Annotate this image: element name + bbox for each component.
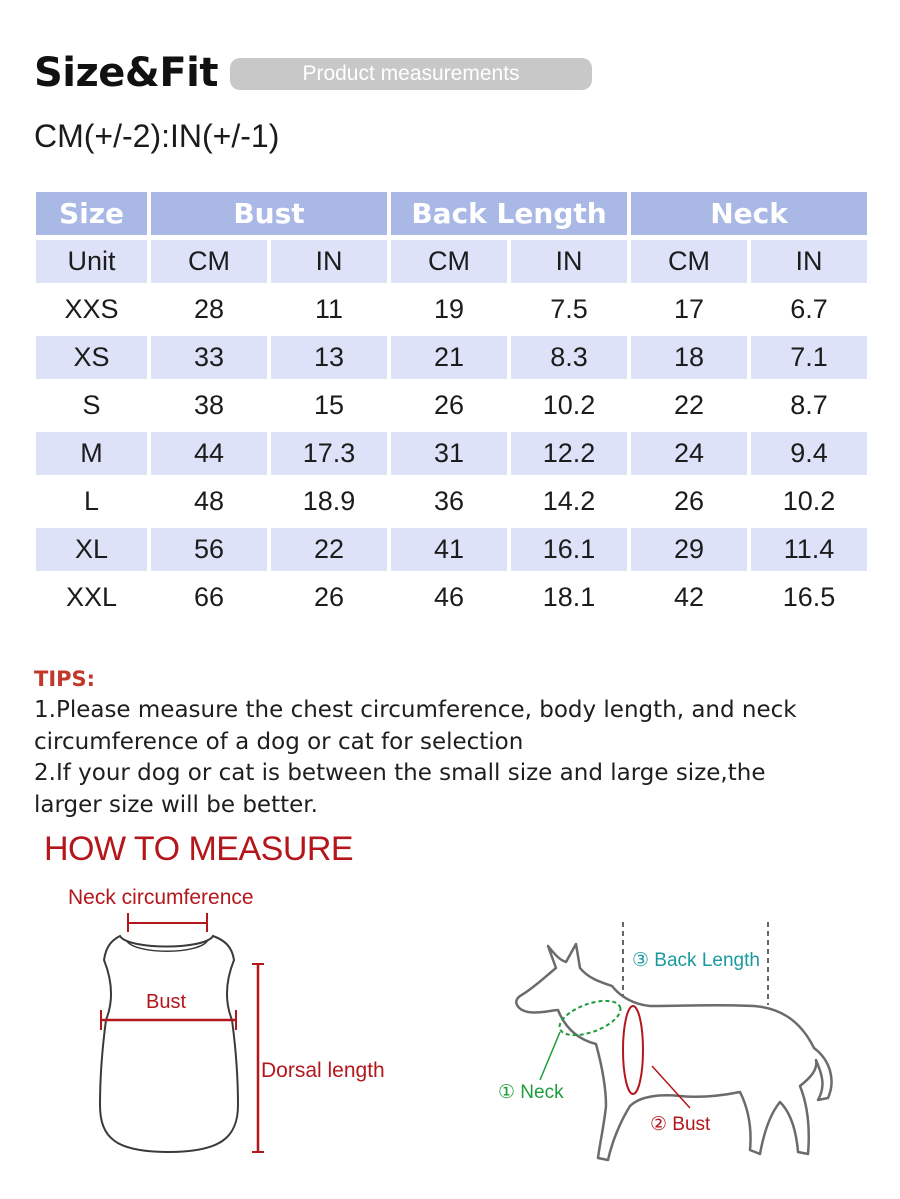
table-cell: 7.5 (511, 288, 627, 331)
table-row (36, 576, 867, 619)
table-cell: 22 (271, 528, 387, 571)
table-cell: 6.7 (751, 288, 867, 331)
table-cell: XS (36, 336, 147, 379)
unit-cell: IN (751, 240, 867, 283)
header-size: Size (36, 192, 147, 235)
table-cell: 18 (631, 336, 747, 379)
table-row (36, 336, 867, 379)
table-cell: 9.4 (751, 432, 867, 475)
table-cell: M (36, 432, 147, 475)
table-cell: 21 (391, 336, 507, 379)
table-cell: 24 (631, 432, 747, 475)
table-cell: XXS (36, 288, 147, 331)
unit-cell: CM (631, 240, 747, 283)
table-cell: 26 (271, 576, 387, 619)
table-cell: 15 (271, 384, 387, 427)
unit-cell: CM (151, 240, 267, 283)
table-cell: 14.2 (511, 480, 627, 523)
table-cell: 33 (151, 336, 267, 379)
dog-bust-label: ② Bust (650, 1114, 711, 1135)
table-cell: 12.2 (511, 432, 627, 475)
table-cell: 42 (631, 576, 747, 619)
page-title: Size&Fit (34, 50, 218, 96)
table-cell: 29 (631, 528, 747, 571)
tips-heading: TIPS: (34, 667, 96, 691)
table-cell: 16.1 (511, 528, 627, 571)
table-cell: 44 (151, 432, 267, 475)
table-row (36, 384, 867, 427)
dog-back-length-label: ③ Back Length (632, 950, 760, 971)
unit-cell: CM (391, 240, 507, 283)
tips-line: circumference of a dog or cat for selection (34, 729, 524, 755)
table-cell: XL (36, 528, 147, 571)
table-cell: 48 (151, 480, 267, 523)
dog-diagram (498, 922, 832, 1160)
table-cell: XXL (36, 576, 147, 619)
table-cell: 13 (271, 336, 387, 379)
tips-line: larger size will be better. (34, 792, 318, 818)
unit-row (36, 240, 867, 283)
table-cell: 22 (631, 384, 747, 427)
table-cell: 38 (151, 384, 267, 427)
table-row (36, 288, 867, 331)
product-measurements-badge: Product measurements (230, 58, 592, 90)
header-back-length: Back Length (391, 192, 627, 235)
table-cell: 19 (391, 288, 507, 331)
table-cell: S (36, 384, 147, 427)
tips-line: 1.Please measure the chest circumference, body length, and neck (34, 697, 797, 723)
shirt-neck-label: Neck circumference (68, 886, 254, 909)
table-cell: 46 (391, 576, 507, 619)
table-cell: 17.3 (271, 432, 387, 475)
dog-neck-label: ① Neck (498, 1082, 564, 1103)
table-cell: 10.2 (511, 384, 627, 427)
shirt-bust-label: Bust (146, 991, 187, 1013)
table-cell: 16.5 (751, 576, 867, 619)
table-row (36, 480, 867, 523)
table-cell: 31 (391, 432, 507, 475)
table-cell: 18.1 (511, 576, 627, 619)
table-cell: 36 (391, 480, 507, 523)
unit-cell: Unit (36, 240, 147, 283)
header-bust: Bust (151, 192, 387, 235)
table-cell: 66 (151, 576, 267, 619)
shirt-dorsal-label: Dorsal length (261, 1059, 385, 1082)
table-cell: 8.3 (511, 336, 627, 379)
table-cell: 26 (631, 480, 747, 523)
table-cell: 7.1 (751, 336, 867, 379)
size-table (32, 187, 871, 624)
table-cell: 41 (391, 528, 507, 571)
unit-cell: IN (511, 240, 627, 283)
table-cell: 11 (271, 288, 387, 331)
table-cell: L (36, 480, 147, 523)
table-cell: 17 (631, 288, 747, 331)
table-cell: 56 (151, 528, 267, 571)
table-row (36, 432, 867, 475)
table-cell: 18.9 (271, 480, 387, 523)
table-cell: 10.2 (751, 480, 867, 523)
table-cell: 8.7 (751, 384, 867, 427)
header-neck: Neck (631, 192, 867, 235)
unit-cell: IN (271, 240, 387, 283)
tolerance-note: CM(+/-2):IN(+/-1) (34, 118, 280, 154)
table-cell: 11.4 (751, 528, 867, 571)
shirt-diagram (68, 886, 385, 1152)
measurement-diagrams (0, 870, 900, 1199)
shirt-outline (100, 936, 238, 1152)
table-cell: 28 (151, 288, 267, 331)
table-cell: 26 (391, 384, 507, 427)
how-to-measure-heading: HOW TO MEASURE (44, 830, 354, 868)
table-header-row (36, 192, 867, 235)
table-row (36, 528, 867, 571)
tips-line: 2.If your dog or cat is between the small size and large size,the (34, 760, 766, 786)
